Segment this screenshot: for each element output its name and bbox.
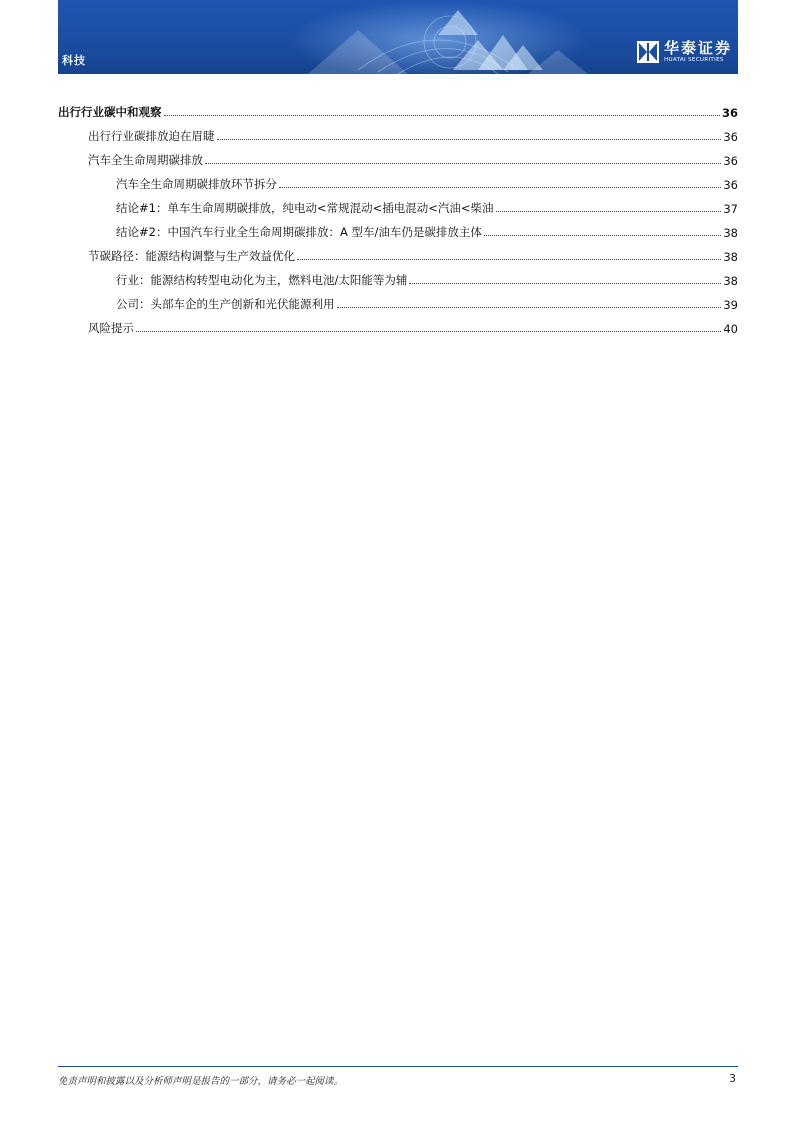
section-label: 科技 — [62, 54, 86, 67]
toc-leader-dots — [205, 162, 721, 164]
toc-entry-page: 38 — [723, 250, 738, 264]
toc-entry[interactable] — [58, 100, 738, 120]
toc-leader-dots — [409, 282, 721, 284]
toc-leader-dots — [217, 138, 722, 140]
company-logo — [637, 40, 732, 64]
toc-entry[interactable] — [58, 196, 738, 216]
toc-entry-page: 36 — [723, 178, 738, 192]
toc-entry-page: 40 — [723, 322, 738, 336]
toc-leader-dots — [337, 306, 722, 308]
toc-entry-page: 37 — [723, 202, 738, 216]
toc-entry-page: 36 — [721, 106, 738, 120]
toc-leader-dots — [496, 210, 722, 212]
toc-entry-label: 节碳路径：能源结构调整与生产效益优化 — [88, 249, 295, 263]
logo-english-name: HUATAI SECURITIES — [663, 57, 724, 63]
footer-divider — [58, 1066, 738, 1067]
toc-entry-page: 38 — [723, 274, 738, 288]
toc-leader-dots — [279, 186, 721, 188]
toc-entry[interactable] — [58, 292, 738, 312]
toc-entry-label: 汽车全生命周期碳排放环节拆分 — [116, 177, 277, 191]
toc-entry-page: 39 — [723, 298, 738, 312]
toc-entry[interactable] — [58, 316, 738, 336]
toc-entry-label: 结论#1：单车生命周期碳排放，纯电动<常规混动<插电混动<汽油<柴油 — [116, 201, 494, 215]
toc-entry-page: 38 — [723, 226, 738, 240]
toc-entry-label: 汽车全生命周期碳排放 — [88, 153, 203, 167]
toc-entry-page: 36 — [723, 154, 738, 168]
toc-entry[interactable] — [58, 124, 738, 144]
toc-leader-dots — [297, 258, 721, 260]
toc-entry-label: 出行行业碳中和观察 — [58, 105, 162, 119]
toc-entry-label: 行业：能源结构转型电动化为主，燃料电池/太阳能等为辅 — [116, 273, 408, 287]
toc-entry-label: 出行行业碳排放迫在眉睫 — [88, 129, 215, 143]
toc-entry-label: 公司：头部车企的生产创新和光伏能源利用 — [116, 297, 335, 311]
toc-entry-label: 风险提示 — [88, 321, 134, 335]
toc-leader-dots — [164, 114, 720, 116]
toc-entry-page: 36 — [723, 130, 738, 144]
page-number: 3 — [729, 1072, 736, 1085]
huatai-logo-icon — [637, 41, 659, 63]
page-header-banner — [58, 0, 738, 74]
toc-leader-dots — [484, 234, 722, 236]
logo-chinese-name: 华泰证券 — [663, 39, 732, 57]
toc-entry[interactable] — [58, 172, 738, 192]
toc-entry[interactable] — [58, 268, 738, 288]
toc-entry[interactable] — [58, 244, 738, 264]
footer-disclaimer: 免责声明和披露以及分析师声明是报告的一部分，请务必一起阅读。 — [58, 1076, 344, 1087]
toc-entry[interactable] — [58, 220, 738, 240]
toc-leader-dots — [136, 330, 721, 332]
toc-entry-label: 结论#2：中国汽车行业全生命周期碳排放：A 型车/油车仍是碳排放主体 — [116, 225, 482, 239]
toc-entry[interactable] — [58, 148, 738, 168]
